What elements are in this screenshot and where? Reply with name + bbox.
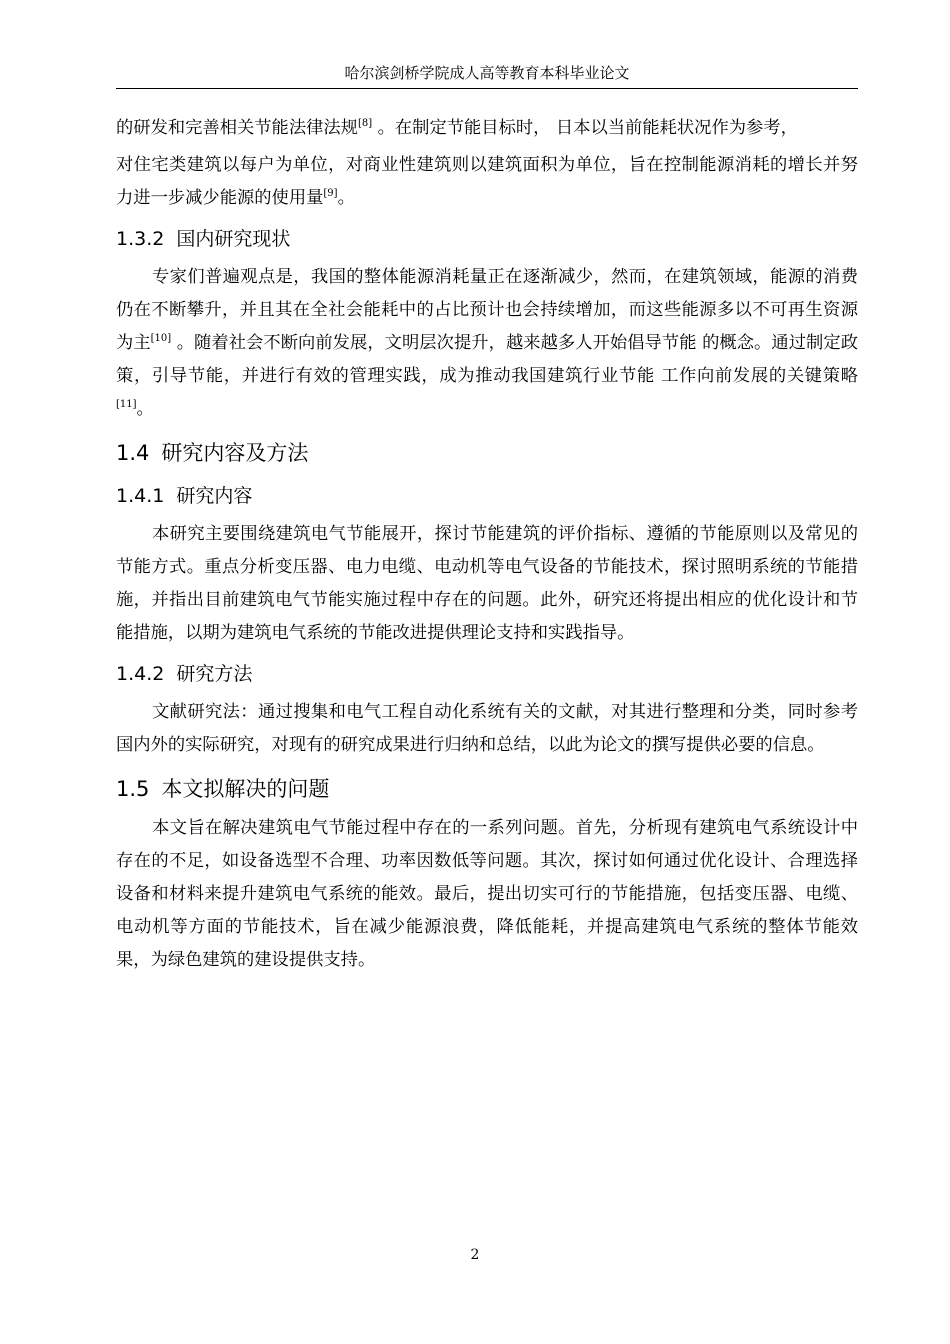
- citation-9: [9]: [323, 188, 338, 199]
- section-title: 本文拟解决的问题: [161, 777, 330, 801]
- text-run: 。: [136, 399, 154, 419]
- section-title: 研究内容: [176, 485, 253, 507]
- paragraph: [116, 261, 858, 426]
- heading-1-5: [116, 770, 858, 808]
- citation-8: [8]: [357, 118, 373, 129]
- section-title: 研究方法: [176, 663, 253, 685]
- section-title: 国内研究现状: [176, 228, 291, 250]
- heading-1-3-2: [116, 221, 858, 257]
- section-number: 1.4: [116, 441, 150, 465]
- section-number: 1.5: [116, 777, 150, 801]
- text-run: 的研发和完善相关节能法律法规: [116, 118, 358, 138]
- heading-1-4: [116, 434, 858, 472]
- paragraph-continued: [116, 112, 858, 145]
- section-number: 1.3.2: [116, 228, 165, 250]
- section-number: 1.4.1: [116, 485, 165, 507]
- heading-1-4-1: [116, 478, 858, 514]
- text-run: 专家们普遍观点是，我国的整体能源消耗量正在逐渐减少，然而，在建筑领域，能源的消费仍在不断攀升，并且其在全社会能耗中的占比预计也会持续增加，而这些能源多以不可再生资源为主: [116, 267, 858, 353]
- paragraph: 文献研究法：通过搜集和电气工程自动化系统有关的文献，对其进行整理和分类，同时参考国内外的实际研究，对现有的研究成果进行归纳和总结，以此为论文的撰写提供必要的信息。: [116, 702, 858, 755]
- body-content: [116, 112, 858, 977]
- section-title: 研究内容及方法: [161, 441, 309, 465]
- text-run: 。在制定节能目标时， 日本以当前能耗状况作为参考，: [372, 118, 798, 138]
- citation-11: [11]: [116, 399, 137, 410]
- paragraph: [116, 149, 858, 215]
- text-run: 对住宅类建筑以每户为单位，对商业性建筑则以建筑面积为单位，旨在控制能源消耗的增长并努力进一步减少能源的使用量: [116, 155, 858, 208]
- citation-10: [10]: [150, 333, 172, 344]
- running-header: 哈尔滨剑桥学院成人高等教育本科毕业论文: [116, 62, 858, 89]
- text-run: 。随着社会不断向前发展，文明层次提升，越来越多人开始倡导节能 的概念。通过制定政策，引导节能，并进行有效的管理实践，成为推动我国建筑行业节能 工作向前发展的关键策略: [116, 333, 858, 386]
- text-run: 。: [337, 188, 355, 208]
- page-number: 2: [470, 1247, 480, 1263]
- section-number: 1.4.2: [116, 663, 165, 685]
- paragraph: 本文旨在解决建筑电气节能过程中存在的一系列问题。首先，分析现有建筑电气系统设计中存在的不足，如设备选型不合理、功率因数低等问题。其次，探讨如何通过优化设计、合理选择设备和材料来提升建筑电气系统的能效。最后，提出切实可行的节能措施，包括变压器、电缆、电动机等方面的节能技术，旨在减少能源浪费，降低能耗，并提高建筑电气系统的整体节能效果，为绿色建筑的建设提供支持。: [116, 818, 858, 970]
- heading-1-4-2: [116, 656, 858, 692]
- paragraph: 本研究主要围绕建筑电气节能展开，探讨节能建筑的评价指标、遵循的节能原则以及常见的节能方式。重点分析变压器、电力电缆、电动机等电气设备的节能技术，探讨照明系统的节能措施，并指出目前建筑电气节能实施过程中存在的问题。此外，研究还将提出相应的优化设计和节能措施，以期为建筑电气系统的节能改进提供理论支持和实践指导。: [116, 524, 858, 643]
